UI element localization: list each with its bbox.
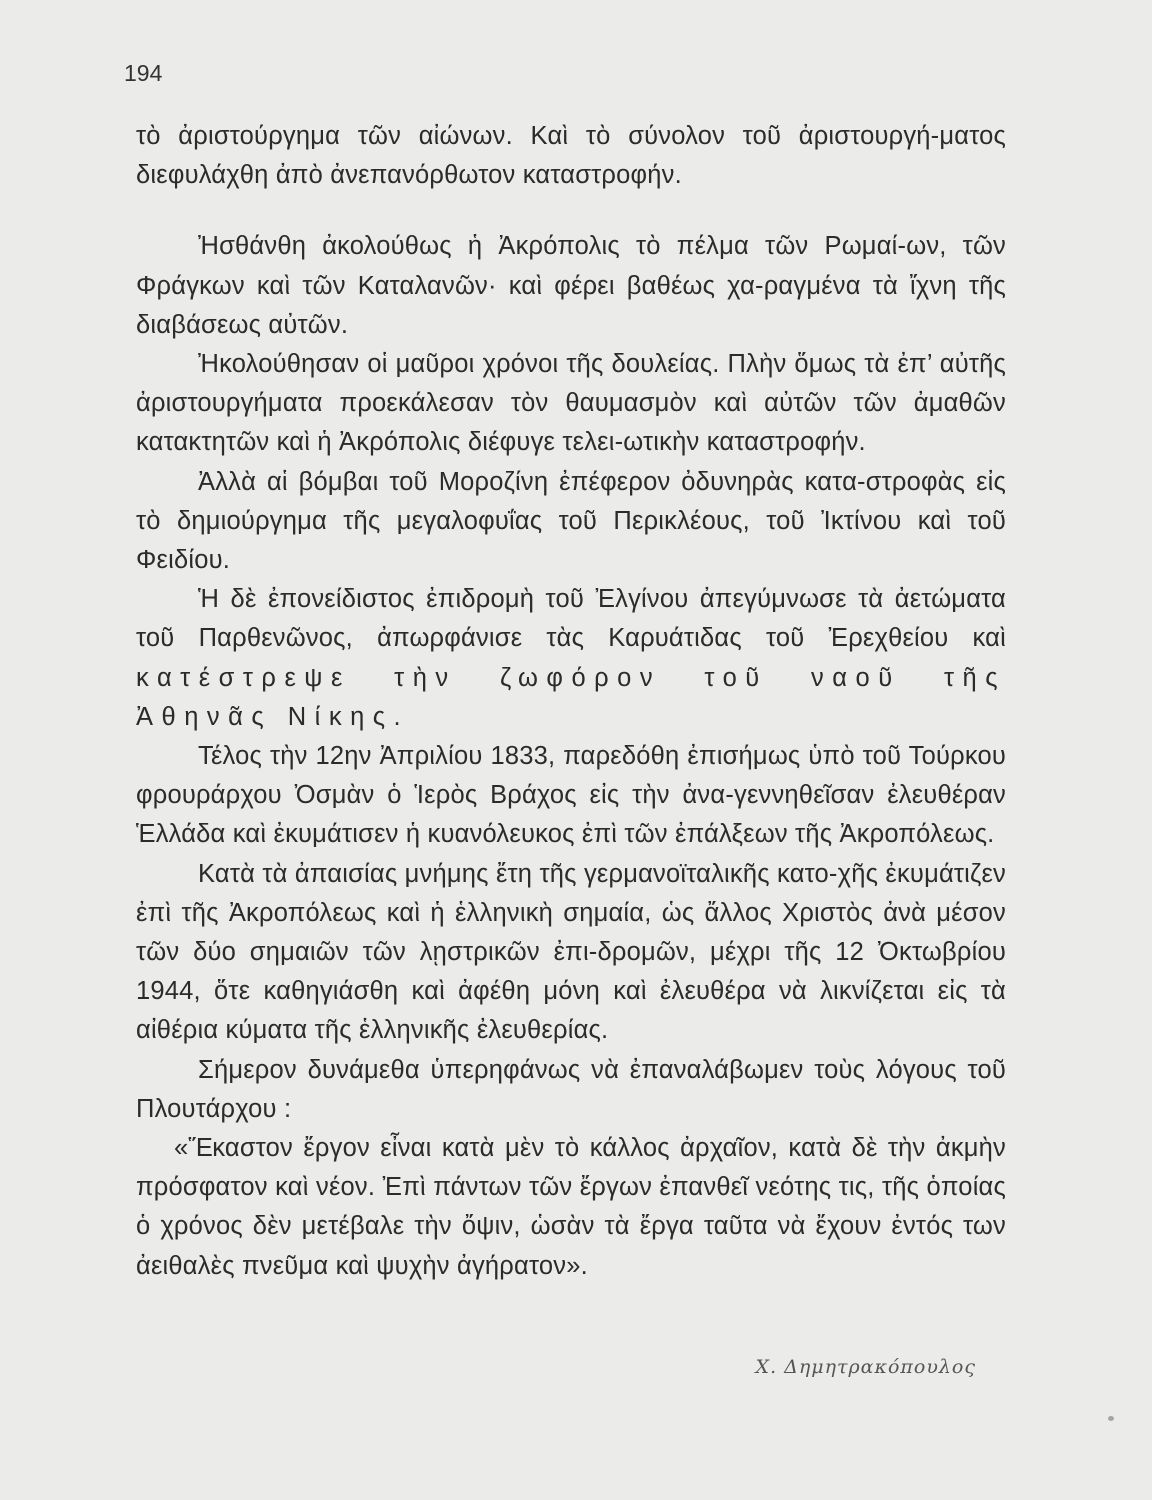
- paragraph-7: Κατὰ τὰ ἀπαισίας μνήμης ἔτη τῆς γερμανοϊταλικῆς κατο-χῆς ἐκυμάτιζεν ἐπὶ τῆς Ἀκροπόλεως καὶ ἡ ἑλληνικὴ σημαία, ὡς ἄλλος Χριστὸς ἀνὰ μέσον τῶν δύο σημαιῶν τῶν λῃστρικῶν ἐπι-δρομῶν, μέχρι τῆς 12 Ὀκτωβρίου 1944, ὅτε καθηγιάσθη καὶ ἀφέθη μόνη καὶ ἐλευθέρα νὰ λικνίζεται εἰς τὰ αἰθέρια κύματα τῆς ἑλληνικῆς ἐλευθερίας.: [136, 859, 1006, 1045]
- body-text: [136, 117, 1006, 1286]
- paragraph-3: Ἠκολούθησαν οἱ μαῦροι χρόνοι τῆς δουλείας. Πλὴν ὅμως τὰ ἐπ’ αὐτῆς ἀριστουργήματα προεκάλεσαν τὸν θαυμασμὸν καὶ αὐτῶν τῶν ἀμαθῶν κατακτητῶν καὶ ἡ Ἀκρόπολις διέφυγε τελει-ωτικὴν καταστροφήν.: [136, 350, 1006, 457]
- paragraph-5-text: Ἡ δὲ ἐπονείδιστος ἐπιδρομὴ τοῦ Ἐλγίνου ἀπεγύμνωσε τὰ ἀετώματα τοῦ Παρθενῶνος, ἀπωρφάνισε τὰς Καρυάτιδας τοῦ Ἐρεχθείου καὶ: [136, 585, 1006, 653]
- paragraph-8: Σήμερον δυνάμεθα ὑπερηφάνως νὰ ἐπαναλάβωμεν τοὺς λόγους τοῦ Πλουτάρχου :: [136, 1055, 1006, 1123]
- ink-speck: [1108, 1416, 1114, 1421]
- paragraph-6: Τέλος τὴν 12ην Ἀπριλίου 1833, παρεδόθη ἐπισήμως ὑπὸ τοῦ Τούρκου φρουράρχου Ὀσμὰν ὁ Ἱερὸς Βράχος εἰς τὴν ἀνα-γεννηθεῖσαν ἐλευθέραν Ἑλλάδα καὶ ἐκυμάτισεν ἡ κυανόλευκος ἐπὶ τῶν ἐπάλξεων τῆς Ἀκροπόλεως.: [136, 742, 1006, 849]
- quotation: «Ἕκαστον ἔργον εἶναι κατὰ μὲν τὸ κάλλος ἀρχαῖον, κατὰ δὲ τὴν ἀκμὴν πρόσφατον καὶ νέον. Ἐπὶ πάντων τῶν ἔργων ἐπανθεῖ νεότης τις, τῆς ὁποίας ὁ χρόνος δὲν μετέβαλε τὴν ὄψιν, ὡσὰν τὰ ἔργα ταῦτα νὰ ἔχουν ἐντός των ἀειθαλὲς πνεῦμα καὶ ψυχὴν ἀγήρατον».: [136, 1134, 1006, 1280]
- paragraph-2: Ἠσθάνθη ἀκολούθως ἡ Ἀκρόπολις τὸ πέλμα τῶν Ρωμαί-ων, τῶν Φράγκων καὶ τῶν Καταλανῶν· καὶ φέρει βαθέως χα-ραγμένα τὰ ἴχνη τῆς διαβάσεως αὐτῶν.: [136, 232, 1006, 339]
- paragraph-5: [136, 580, 1006, 737]
- author-signature: Χ. Δημητρακόπουλος: [755, 1356, 976, 1378]
- paragraph-5-spaced-text: κατέστρεψε τὴν ζωφόρον τοῦ ναοῦ τῆς Ἀθηνᾶς Νίκης.: [136, 663, 1006, 731]
- paragraph-4: Ἀλλὰ αἱ βόμβαι τοῦ Μοροζίνη ἐπέφερον ὀδυνηρὰς κατα-στροφὰς εἰς τὸ δημιούργημα τῆς μεγαλοφυΐας τοῦ Περικλέους, τοῦ Ἰκτίνου καὶ τοῦ Φειδίου.: [136, 467, 1006, 575]
- paragraph-1: τὸ ἀριστούργημα τῶν αἰώνων. Καὶ τὸ σύνολον τοῦ ἀριστουργή-ματος διεφυλάχθη ἀπὸ ἀνεπανόρθωτον καταστροφήν.: [136, 122, 1006, 190]
- page-number: 194: [124, 60, 163, 86]
